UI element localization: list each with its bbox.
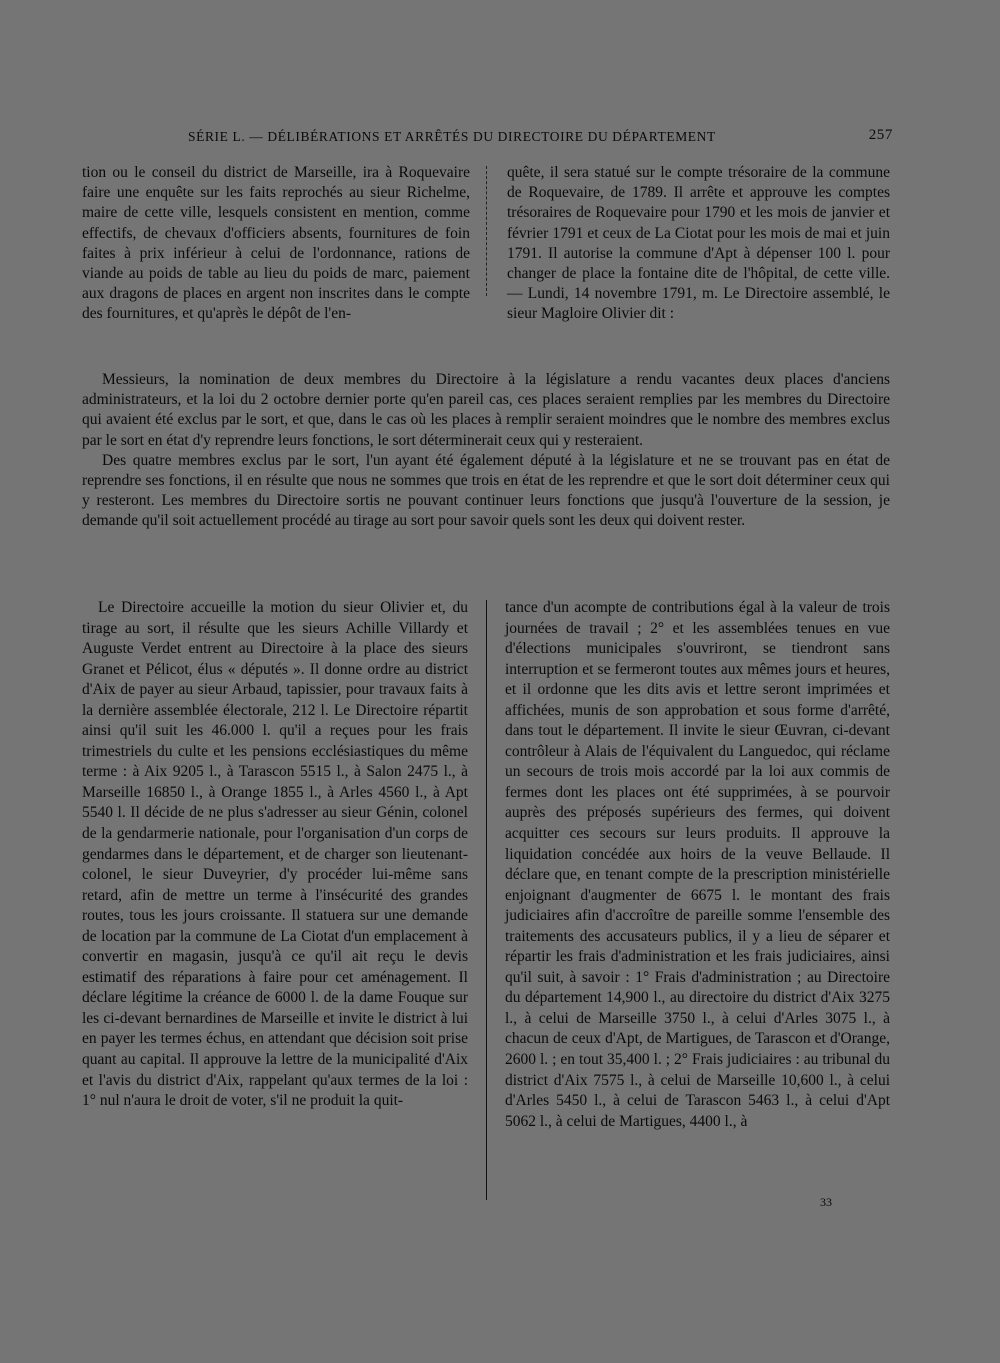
- column-divider-top: [486, 166, 487, 296]
- bottom-right-column: tance d'un acompte de contributions égal à la valeur de trois journées de travail ; 2° et les assemblées tenues en vue d'élections municipales s'ouvriront, se tiendront sans interruption et se fermeront toutes aux mêmes jours et heures, et il ordonne que les dits avis et lettre seront imprimées et affichées, munis de son approbation et sous forme d'arrêté, dans tout le département. Il invite le sieur Œuvran, ci-devant contrôleur à Alais de l'équivalent du Languedoc, qui réclame un secours de trois mois accordé par la loi aux commis de fermes dont les places ont été supprimées, à se pourvoir auprès des préposés supérieurs des fermes, qui doivent acquitter ces secours sur leurs produits. Il approuve la liquidation concédée aux hoirs de la veuve Bellaude. Il déclare que, en tenant compte de la prescription ministérielle enjoignant d'augmenter de 6675 l. le montant des frais judiciaires afin d'accroître de pareille somme l'ensemble des traitements des accusateurs publics, il y a lieu de séparer et répartir les frais d'administration et les frais judiciaires, ainsi qu'il suit, à savoir : 1° Frais d'administration ; au Directoire du département 14,900 l., au directoire du district d'Aix 3275 l., à celui de Marseille 3750 l., à celui d'Arles 3075 l., à chacun de ceux d'Apt, de Martigues, de Tarascon et d'Orange, 2600 l. ; en tout 35,400 l. ; 2° Frais judiciaires : au tribunal du district d'Aix 7575 l., à celui de Marseille 10,600 l., à celui d'Arles 5450 l., à celui de Tarascon 5463 l., à celui d'Apt 5062 l., à celui de Martigues, 4400 l., à: [505, 599, 890, 1130]
- speech-paragraph: Messieurs, la nomination de deux membres du Directoire à la législature a rendu vacantes deux places d'anciens administrateurs, et la loi du 2 octobre dernier porte qu'en pareil cas, ces places seraient remplies par les membres du Directoire qui avaient été exclus par le sort, et que, dans le cas où les places à remplir seraient moindres que le nombre des membres exclus par le sort en état d'y reprendre leurs fonctions, le sort déterminerait ceux qui y resteraient.: [82, 371, 890, 449]
- bottom-left-column: [82, 598, 468, 1112]
- column-divider-bottom: [486, 600, 487, 1200]
- page-header: [188, 126, 893, 148]
- signature-mark: 33: [820, 1195, 832, 1209]
- speech-block: [82, 370, 890, 532]
- speech-paragraph: Des quatre membres exclus par le sort, l'un ayant été également député à la législature et ne se trouvant pas en état de reprendre ses fonctions, il en résulte que nous ne sommes que trois en état de les reprendre et que le sort doit déterminer ceux qui y resteront. Les membres du Directoire sortis ne pouvant continuer leurs fonctions que jusqu'à l'ouverture de la session, je demande qu'il soit actuellement procédé au tirage au sort pour savoir quels sont les deux qui doivent rester.: [82, 451, 890, 530]
- running-title: SÉRIE L. — DÉLIBÉRATIONS ET ARRÊTÉS DU DIRECTOIRE DU DÉPARTEMENT: [188, 129, 716, 144]
- top-left-column: tion ou le conseil du district de Marseille, ira à Roquevaire faire une enquête sur les faits reprochés au sieur Richelme, maire de cette ville, lesquels consistent en mention, comme effectifs, de chevaux d'officiers absents, fournitures de foin faites à prix inférieur à celui de l'ordonnance, rations de viande au poids de table au lieu du poids de marc, paiement aux dragons de places en argent non inscrites dans le compte des fournitures, et qu'après le dépôt de l'en-: [82, 164, 470, 323]
- top-right-column: quête, il sera statué sur le compte trésoraire de la commune de Roquevaire, de 1789. Il arrête et approuve les comptes trésoraires de Roquevaire pour 1790 et les mois de janvier et février 1791 et ceux de La Ciotat pour les mois de mai et juin 1791. Il autorise la commune d'Apt à dépenser 100 l. pour changer de place la fontaine dite de l'hôpital, de cette ville. — Lundi, 14 novembre 1791, m. Le Directoire assemblé, le sieur Magloire Olivier dit :: [507, 164, 890, 323]
- bottom-left-paragraph: Le Directoire accueille la motion du sieur Olivier et, du tirage au sort, il résulte que les sieurs Achille Villardy et Auguste Verdet entrent au Directoire à la place des sieurs Granet et Pélicot, élus « députés ». Il donne ordre au district d'Aix de payer au sieur Arbaud, tapissier, pour travaux faits à la dernière assemblée électorale, 212 l. Le Directoire répartit ainsi qu'il suit les 46.000 l. qu'il a reçues pour les frais trimestriels du culte et les pensions ecclésiastiques du même terme : à Aix 9205 l., à Tarascon 5515 l., à Salon 2475 l., à Marseille 16850 l., à Orange 1855 l., à Arles 4560 l., à Apt 5540 l. Il décide de ne plus s'adresser au sieur Génin, colonel de la gendarmerie nationale, pour l'organisation d'un corps de gendarmes dans le département, et de charger son lieutenant-colonel, le sieur Duveyrier, d'y procéder lui-même sans retard, afin de mettre un terme à l'insécurité des grandes routes, tous les jours croissante. Il statuera sur une demande de location par la commune de La Ciotat d'un emplacement à convertir en magasin, jusqu'à ce qu'il ait reçu le devis estimatif des réparations à faire pour cet aménagement. Il déclare légitime la créance de 6000 l. de la dame Fouque sur les ci-devant bernardines de Marseille et invite le district à lui en payer les termes échus, en attendant que décision soit prise quant au capital. Il approuve la lettre de la municipalité d'Aix et l'avis du district d'Aix, rappelant qu'aux termes de la loi : 1° nul n'aura le droit de voter, s'il ne produit la quit-: [82, 599, 468, 1110]
- page-number: 257: [868, 127, 893, 143]
